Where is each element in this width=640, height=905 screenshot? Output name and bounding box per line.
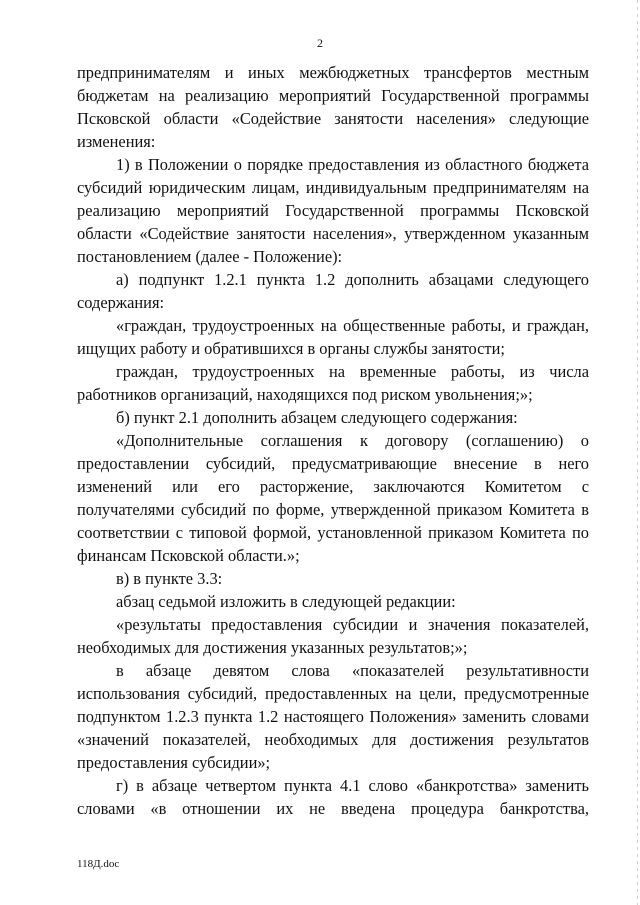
paragraph-quote-3: «Дополнительные соглашения к договору (соглашению) о предоставлении субсидий, предусматривающие внесение в него изменений или его расторжение, заключаются Комитетом с получателями субсидий по форме, утвержденной приказом Комитета в соответствии с типовой формой, установленной приказом Комитета по финансам Псковской области.»; bbox=[77, 431, 589, 565]
paragraph-subitem-a: а) подпункт 1.2.1 пункта 1.2 дополнить абзацами следующего содержания: bbox=[77, 270, 589, 312]
paragraph-quote-1: «граждан, трудоустроенных на общественные работы, и граждан, ищущих работу и обратившихся в органы службы занятости; bbox=[77, 316, 589, 358]
paragraph-subitem-v: в) в пункте 3.3: bbox=[116, 569, 223, 588]
scan-edge-marks bbox=[637, 0, 638, 905]
paragraph-item-1: 1) в Положении о порядке предоставления из областного бюджета субсидий юридическим лицам, индивидуальным предпринимателям на реализацию мероприятий Государственной программы Псковской области «Содействие занятости населения», утвержденном указанным постановлением (далее - Положение): bbox=[77, 155, 589, 266]
paragraph-abzac-9: в абзаце девятом слова «показателей результативности использования субсидий, предоставленных на цели, предусмотренные подпунктом 1.2.3 пункта 1.2 настоящего Положения» заменить словами «значений показателей, необходимых для достижения результатов предоставления субсидии»; bbox=[77, 661, 589, 772]
document-body bbox=[77, 61, 589, 820]
footer-filename: 118Д.doc bbox=[77, 858, 120, 870]
paragraph-abzac-7: абзац седьмой изложить в следующей редакции: bbox=[116, 592, 456, 611]
page-number: 2 bbox=[317, 36, 323, 50]
paragraph-subitem-b: б) пункт 2.1 дополнить абзацем следующего содержания: bbox=[116, 408, 518, 427]
paragraph-subitem-g: г) в абзаце четвертом пункта 4.1 слово «банкротства» заменить словами «в отношении их не введена процедура банкротства, bbox=[77, 776, 589, 818]
paragraph-quote-4: «результаты предоставления субсидии и значения показателей, необходимых для достижения указанных результатов;»; bbox=[77, 615, 589, 657]
paragraph-continuation: предпринимателям и иных межбюджетных трансфертов местным бюджетам на реализацию мероприятий Государственной программы Псковской области «Содействие занятости населения» следующие изменения: bbox=[77, 63, 589, 151]
paragraph-quote-2: граждан, трудоустроенных на временные работы, из числа работников организаций, находящихся под риском увольнения;»; bbox=[77, 362, 589, 404]
